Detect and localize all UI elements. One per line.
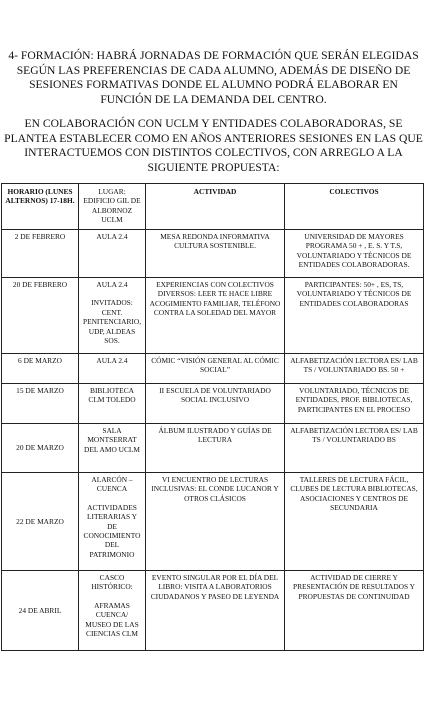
row-activity: EXPERIENCIAS CON COLECTIVOS DIVERSOS: LEER TE HACE LIBRE ACOGIMIENTO FAMILIAR, TELÉFONO CONTRA LA SOLEDAD DEL MAYOR bbox=[146, 278, 285, 354]
date-text: 20 DE FEBRERO bbox=[12, 280, 68, 289]
table-row bbox=[2, 354, 424, 384]
place-extra-text: AFRAMAS CUENCA/ MUSEO DE LAS CIENCIAS CLM bbox=[85, 600, 139, 639]
intro-paragraph-colaboracion: EN COLABORACIÓN CON UCLM Y ENTIDADES COLABORADORAS, SE PLANTEA ESTABLECER COMO EN AÑOS ANTERIORES SESIONES EN LAS QUE INTERACTUEMOS CON DISTINTOS COLECTIVOS, CON ARREGLO A LA SIGUIENTE PROPUESTA: bbox=[4, 117, 423, 174]
table-row bbox=[2, 571, 424, 651]
table-row bbox=[2, 384, 424, 424]
place-extra-text: ACTIVIDADES LITERARIAS Y DE CONOCIMIENTO DEL PATRIMONIO bbox=[83, 502, 141, 559]
row-date bbox=[2, 278, 79, 354]
row-activity: MESA REDONDA INFORMATIVA CULTURA SOSTENIBLE. bbox=[146, 230, 285, 278]
place-text: AULA 2.4 bbox=[96, 356, 128, 365]
row-activity: VI ENCUENTRO DE LECTURAS INCLUSIVAS: EL CONDE LUCANOR Y OTROS CLÁSICOS bbox=[146, 473, 285, 571]
date-text: 20 DE MARZO bbox=[16, 443, 64, 453]
place-text: ALARCÓN – CUENCA bbox=[91, 475, 133, 494]
table-row bbox=[2, 278, 424, 354]
row-date bbox=[2, 473, 79, 571]
date-text: 2 DE FEBRERO bbox=[14, 232, 66, 241]
row-collectives: ALFABETIZACIÓN LECTORA ES/ LAB TS / VOLUNTARIADO BS bbox=[285, 424, 424, 473]
intro-paragraph-formacion: 4- FORMACIÓN: HABRÁ JORNADAS DE FORMACIÓN QUE SERÁN ELEGIDAS SEGÚN LAS PREFERENCIAS DE CADA ALUMNO, ADEMÁS DE DISEÑO DE SESIONES FORMATIVAS DONDE EL ALUMNO PODRÁ ELABORAR EN FUNCIÓN DE LA DEMANDA DEL CENTRO. bbox=[8, 49, 419, 106]
row-place bbox=[79, 354, 146, 384]
row-place bbox=[79, 230, 146, 278]
place-text: CASCO HISTÓRICO: bbox=[91, 573, 133, 592]
row-collectives: PARTICIPANTES: 50+ , ES, TS, VOLUNTARIADO Y TÉCNICOS DE ENTIDADES COLABORADORAS bbox=[285, 278, 424, 354]
header-colectivos: COLECTIVOS bbox=[285, 184, 424, 230]
row-collectives: UNIVERSIDAD DE MAYORES PROGRAMA 50 + , E. S. Y T.S, VOLUNTARIADO Y TÉCNICOS DE ENTIDADES COLABORADORAS. bbox=[285, 230, 424, 278]
table-row bbox=[2, 473, 424, 571]
place-text: AULA 2.4 bbox=[96, 232, 128, 241]
header-actividad: ACTIVIDAD bbox=[146, 184, 285, 230]
date-text: 24 DE ABRIL bbox=[18, 605, 62, 615]
row-collectives: ACTIVIDAD DE CIERRE Y PRESENTACIÓN DE RESULTADOS Y PROPUESTAS DE CONTINUIDAD bbox=[285, 571, 424, 651]
place-text: AULA 2.4 bbox=[96, 280, 128, 289]
row-date bbox=[2, 354, 79, 384]
row-collectives: TALLERES DE LECTURA FÁCIL, CLUBES DE LECTURA BIBLIOTECAS, ASOCIACIONES Y CENTROS DE SECUNDARIA bbox=[285, 473, 424, 571]
table-row bbox=[2, 424, 424, 473]
row-date bbox=[2, 571, 79, 651]
header-horario: HORARIO (LUNES ALTERNOS) 17-18H. bbox=[2, 184, 79, 230]
date-text: 15 DE MARZO bbox=[16, 386, 64, 395]
row-date bbox=[2, 424, 79, 473]
row-date bbox=[2, 384, 79, 424]
row-activity: ÁLBUM ILUSTRADO Y GUÍAS DE LECTURA bbox=[146, 424, 285, 473]
place-text: BIBLIOTECA CLM TOLEDO bbox=[88, 386, 136, 405]
row-place bbox=[79, 473, 146, 571]
row-place bbox=[79, 384, 146, 424]
row-place bbox=[79, 278, 146, 354]
row-collectives: VOLUNTARIADO, TÉCNICOS DE ENTIDADES, PROF. BIBLIOTECAS, PARTICIPANTES EN EL PROCESO bbox=[285, 384, 424, 424]
table-row bbox=[2, 230, 424, 278]
row-date bbox=[2, 230, 79, 278]
date-text: 6 DE MARZO bbox=[18, 356, 62, 365]
row-activity: CÓMIC “VISIÓN GENERAL AL CÓMIC SOCIAL” bbox=[146, 354, 285, 384]
row-activity: II ESCUELA DE VOLUNTARIADO SOCIAL INCLUSIVO bbox=[146, 384, 285, 424]
row-place bbox=[79, 424, 146, 473]
row-place bbox=[79, 571, 146, 651]
row-activity: EVENTO SINGULAR POR EL DÍA DEL LIBRO: VISITA A LABORATORIOS CIUDADANOS Y PASEO DE LEYENDA bbox=[146, 571, 285, 651]
date-text: 22 DE MARZO bbox=[16, 516, 64, 526]
activities-table bbox=[1, 183, 424, 651]
row-collectives: ALFABETIZACIÓN LECTORA ES/ LAB TS / VOLUNTARIADO BS. 50 + bbox=[285, 354, 424, 384]
place-text: SALA MONTSERRAT DEL AMO UCLM bbox=[84, 426, 140, 454]
place-extra-text: INVITADOS: CENT. PENITENCIARIO, UDP, ALDEAS SOS. bbox=[82, 298, 142, 346]
header-lugar: LUGAR: EDIFICIO GIL DE ALBORNOZ UCLM bbox=[79, 184, 146, 230]
table-header-row bbox=[2, 184, 424, 230]
